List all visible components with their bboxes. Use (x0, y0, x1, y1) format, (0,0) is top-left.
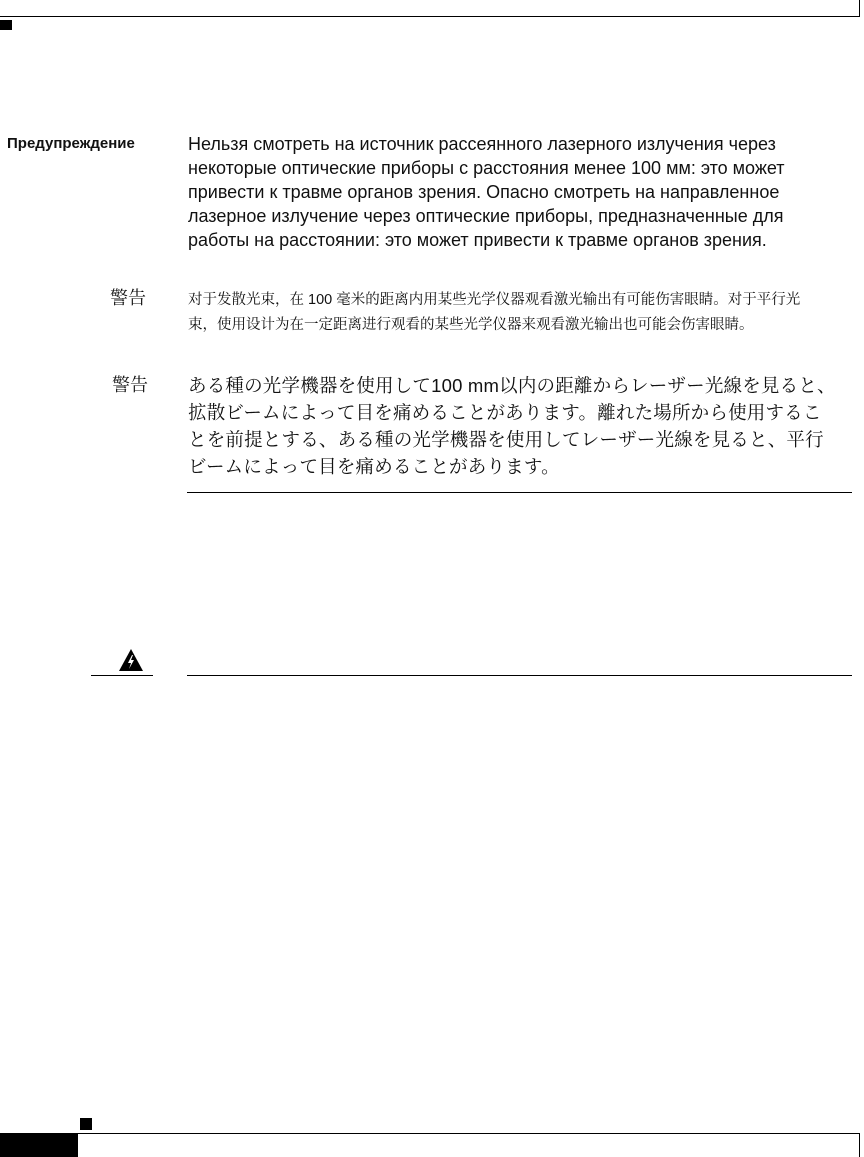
header-rule (0, 16, 860, 17)
text-line: とを前提とする、ある種の光学機器を使用してレーザー光線を見ると、平行 (188, 429, 824, 450)
text-line: ある種の光学機器を使用して100 mm以内の距離からレーザー光線を見ると、 (188, 375, 836, 396)
text-line: 束，使用设计为在一定距离进行观看的某些光学仪器来观看激光输出也可能会伤害眼睛。 (188, 317, 754, 333)
footer-rule-tick (859, 1133, 860, 1157)
text-line: 拡散ビームによって目を痛めることがあります。離れた場所から使用するこ (188, 402, 822, 423)
text-line: 对于发散光束，在 100 毫米的距离内用某些光学仪器观看激光输出有可能伤害眼睛。对于平行光 (188, 292, 801, 308)
header-rule-tick (859, 0, 860, 17)
text-line: привести к травме органов зрения. Опасно смотреть на направленное (188, 182, 780, 202)
warning-text-chinese (188, 288, 850, 338)
header-marker (0, 20, 12, 30)
text-line: лазерное излучение через оптические приборы, предназначенные для (188, 206, 784, 226)
footer-bar (0, 1133, 78, 1157)
warning-header-rule (187, 675, 852, 676)
warning-label-chinese: 警告 (110, 288, 146, 308)
footer-rule (0, 1133, 860, 1134)
warning-label-japanese: 警告 (112, 375, 148, 395)
icon-underline (91, 675, 153, 676)
warning-text-japanese (188, 372, 850, 480)
text-line: ビームによって目を痛めることがあります。 (188, 456, 560, 477)
text-line: некоторые оптические приборы с расстояния менее 100 мм: это может (188, 158, 785, 178)
text-line: работы на расстоянии: это может привести к травме органов зрения. (188, 230, 767, 250)
section-divider (187, 492, 852, 493)
footer-marker (80, 1118, 92, 1130)
text-line: Нельзя смотреть на источник рассеянного лазерного излучения через (188, 134, 776, 154)
warning-triangle-icon (118, 648, 144, 672)
warning-label-russian: Предупреждение (7, 135, 135, 152)
warning-text-russian (188, 132, 850, 252)
